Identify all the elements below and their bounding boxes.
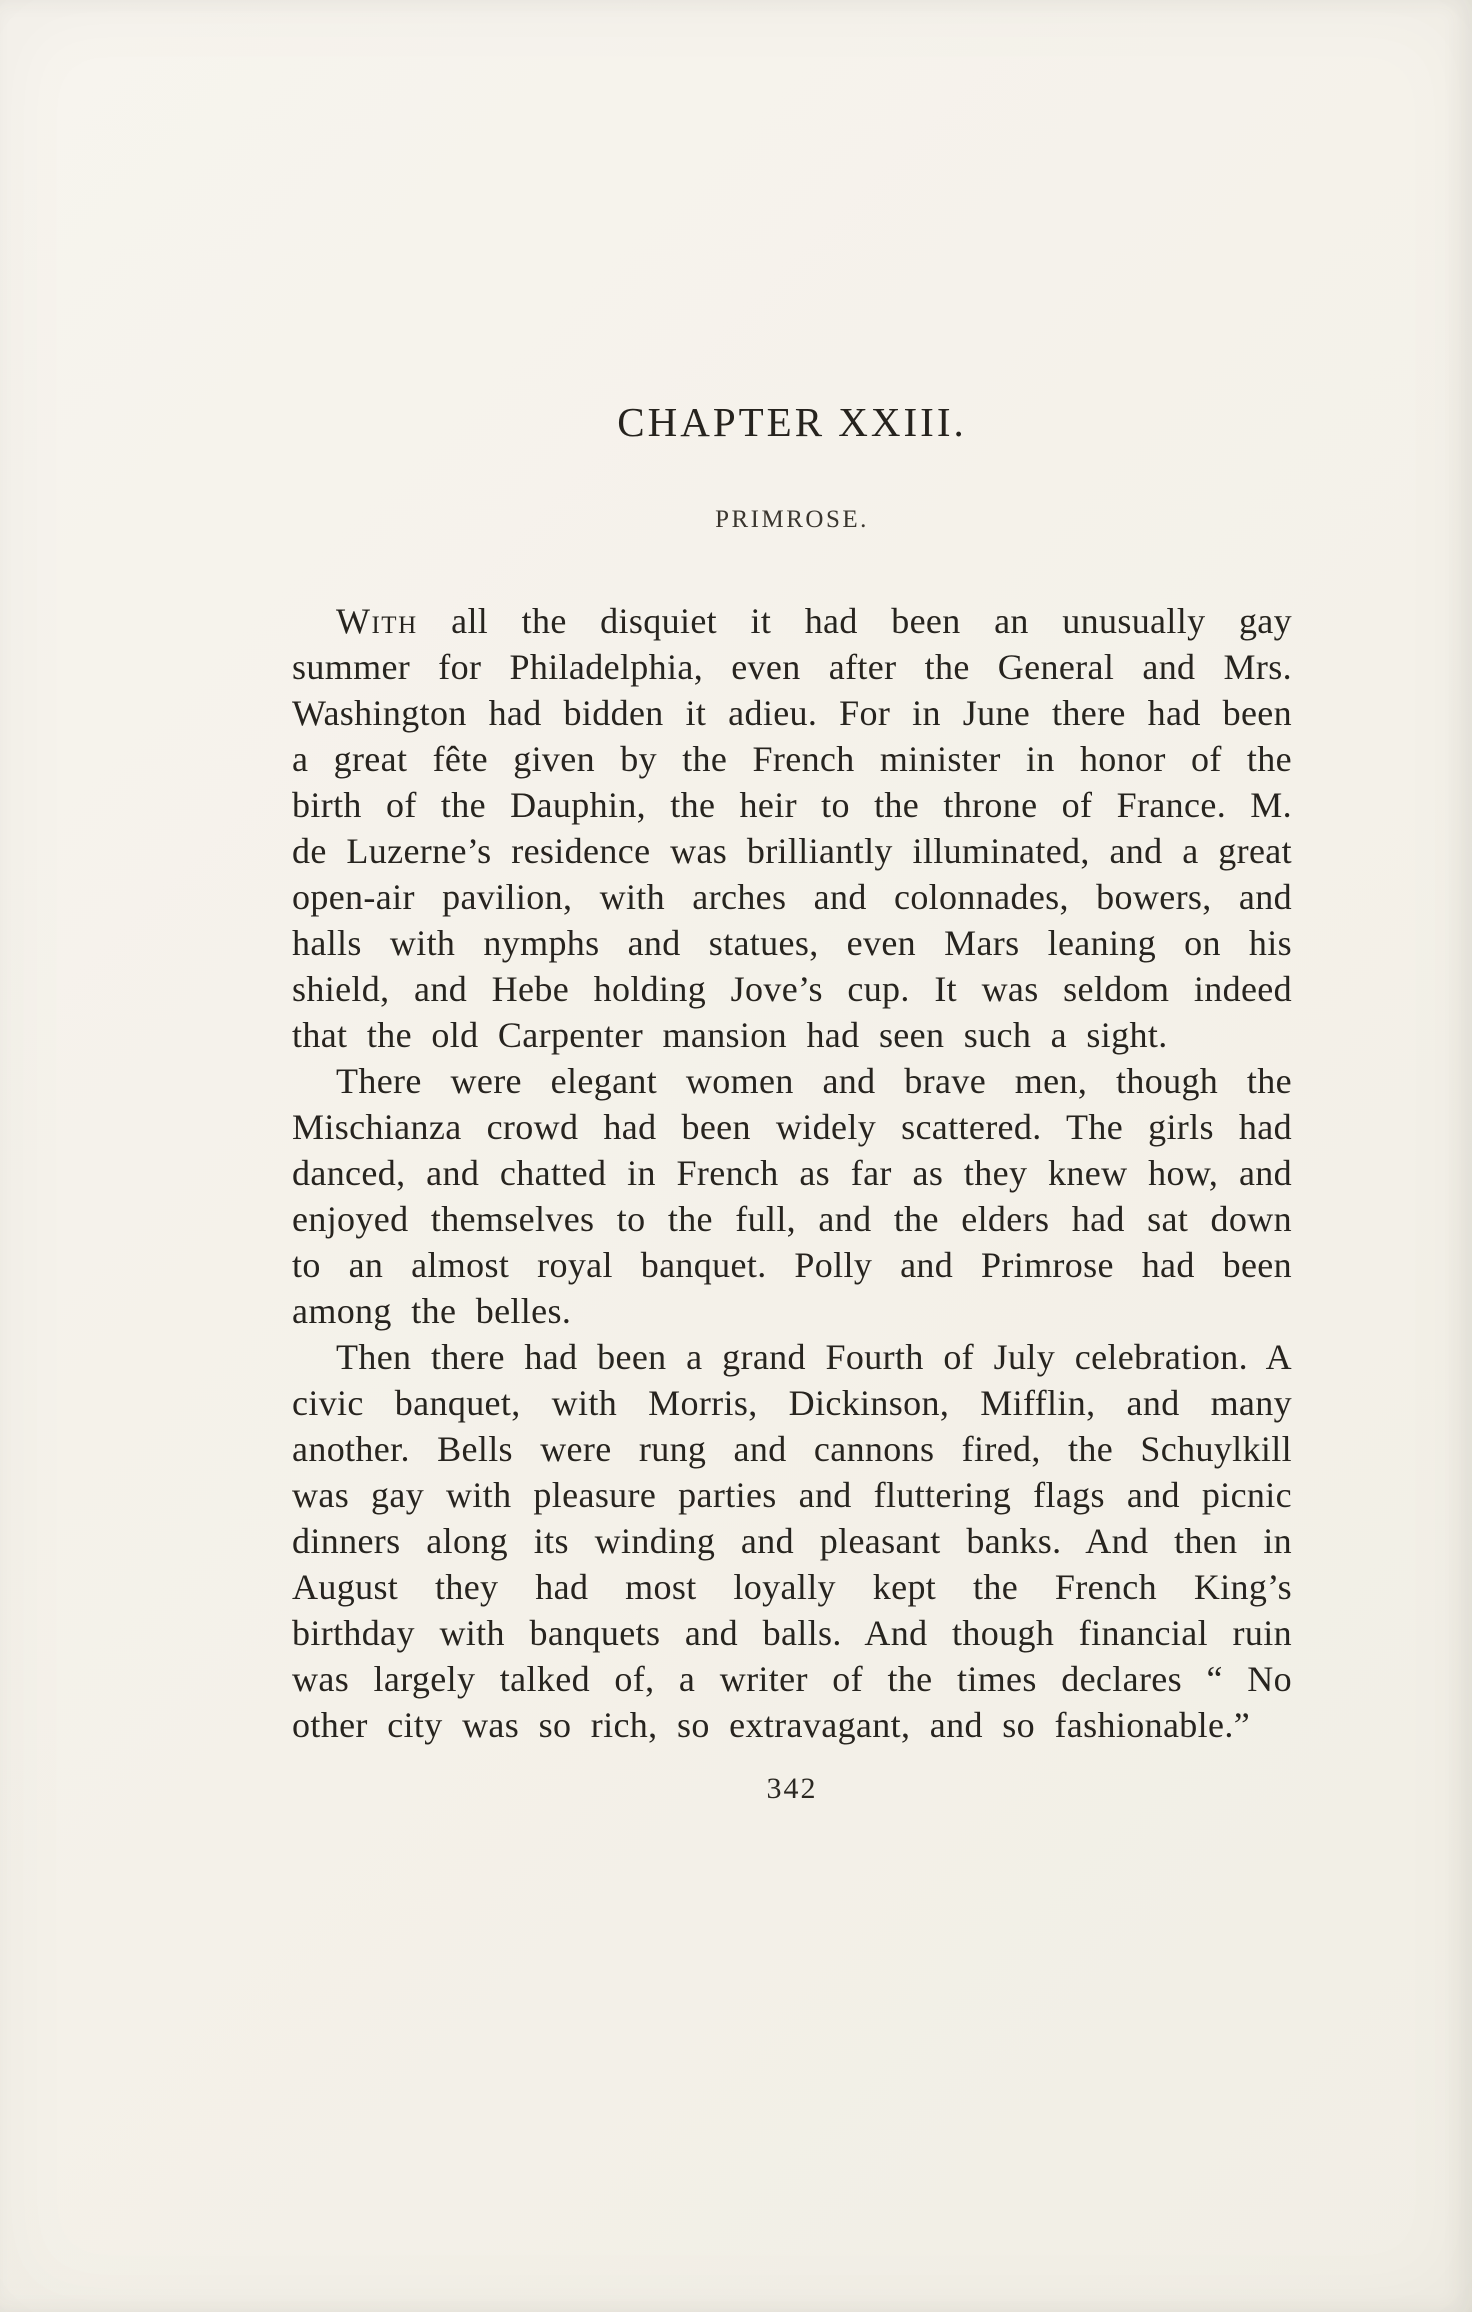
paragraph-2: There were elegant women and brave men, though the Mischianza crowd had been widely scattered. The girls had danced, and chatted in French as far as they knew how, and enjoyed themselves to the full, and the elders had sat down to an almost royal banquet. Polly and Primrose had been among the belles.: [292, 1061, 1292, 1331]
paragraph-3: Then there had been a grand Fourth of July celebration. A civic banquet, with Morris, Dickinson, Mifflin, and many another. Bells were rung and cannons fired, the Schuylkill was gay with pleasure parties and fluttering flags and picnic dinners along its winding and pleasant banks. And then in August they had most loyally kept the French King’s birthday with banquets and balls. And though financial ruin was largely talked of, a writer of the times declares “ No other city was so rich, so extravagant, and so fashionable.”: [292, 1337, 1292, 1745]
section-heading: PRIMROSE.: [715, 506, 869, 533]
body-text: [292, 598, 1292, 1748]
paragraph-1-lead-word: With: [336, 601, 418, 641]
chapter-heading: CHAPTER XXIII.: [617, 399, 967, 445]
paragraph-1-text: all the disquiet it had been an unusually gay summer for Philadelphia, even after the General and Mrs. Washington had bidden it adieu. For in June there had been a great fête given by the French minister in honor of the birth of the Dauphin, the heir to the throne of France. M. de Luzerne’s residence was brilliantly illuminated, and a great open-air pavilion, with arches and colonnades, bowers, and halls with nymphs and statues, even Mars leaning on his shield, and Hebe holding Jove’s cup. It was seldom indeed that the old Carpenter mansion had seen such a sight.: [292, 601, 1292, 1055]
page-number: 342: [766, 1772, 818, 1805]
paragraph-1: [292, 598, 1292, 1058]
page-content: [292, 398, 1292, 1806]
